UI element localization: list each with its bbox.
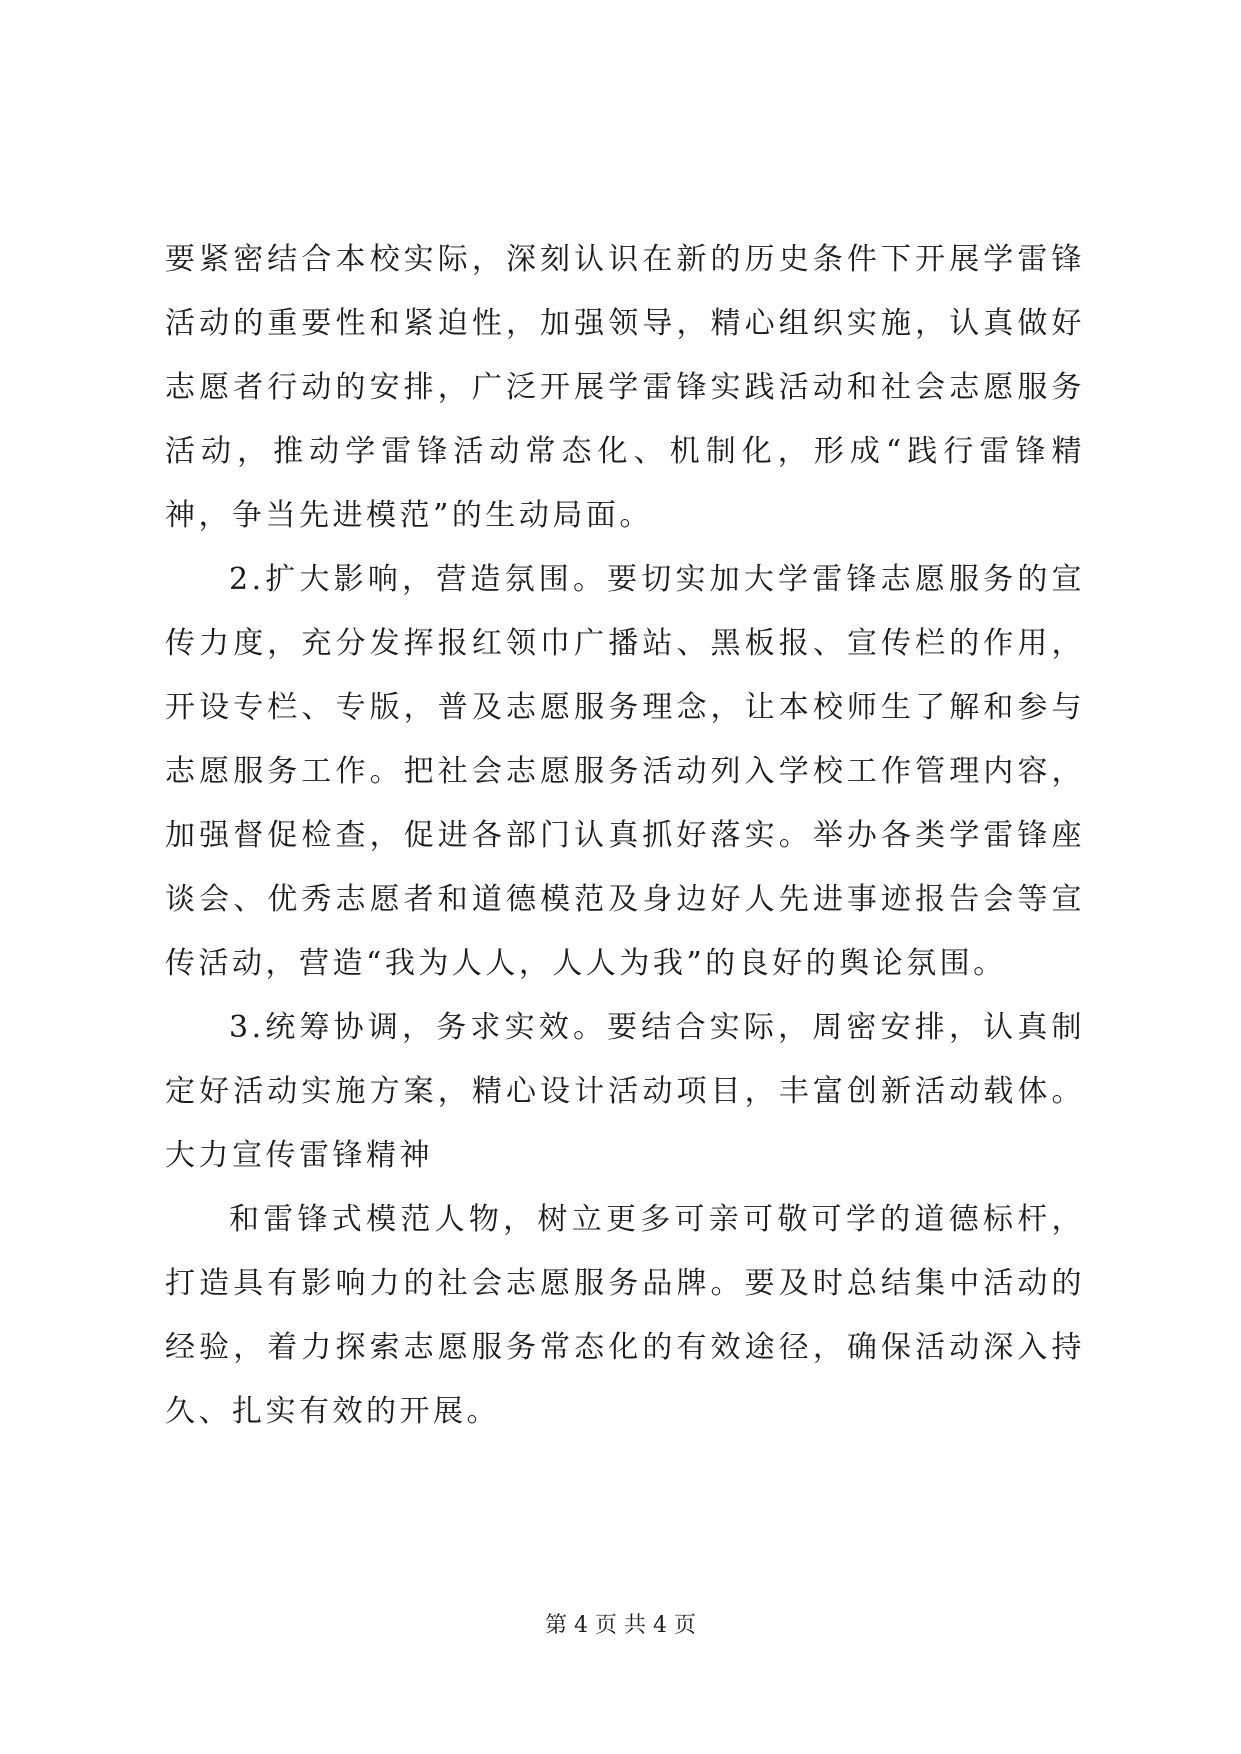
paragraph-continuation: 要紧密结合本校实际，深刻认识在新的历史条件下开展学雷锋活动的重要性和紧迫性，加强领导，精心组织实施，认真做好志愿者行动的安排，广泛开展学雷锋实践活动和社会志愿服务活动，推动学雷锋活动常态化、机制化，形成“践行雷锋精神，争当先进模范”的生动局面。 [165,242,1085,533]
paragraph-item-3: 3.统筹协调，务求实效。要结合实际，周密安排，认真制定好活动实施方案，精心设计活动项目，丰富创新活动载体。大力宣传雷锋精神 [165,1010,1085,1173]
paragraph-item-3-continued: 和雷锋式模范人物，树立更多可亲可敬可学的道德标杆，打造具有影响力的社会志愿服务品牌。要及时总结集中活动的经验，着力探索志愿服务常态化的有效途径，确保活动深入持久、扎实有效的开展。 [165,1202,1085,1429]
document-body [165,228,1085,1444]
page-number-footer: 第 4 页 共 4 页 [545,1613,696,1638]
paragraph-item-2: 2.扩大影响，营造氛围。要切实加大学雷锋志愿服务的宣传力度，充分发挥报红领巾广播站、黑板报、宣传栏的作用，开设专栏、专版，普及志愿服务理念，让本校师生了解和参与志愿服务工作。把社会志愿服务活动列入学校工作管理内容，加强督促检查，促进各部门认真抓好落实。举办各类学雷锋座谈会、优秀志愿者和道德模范及身边好人先进事迹报告会等宣传活动，营造“我为人人，人人为我”的良好的舆论氛围。 [165,562,1085,981]
